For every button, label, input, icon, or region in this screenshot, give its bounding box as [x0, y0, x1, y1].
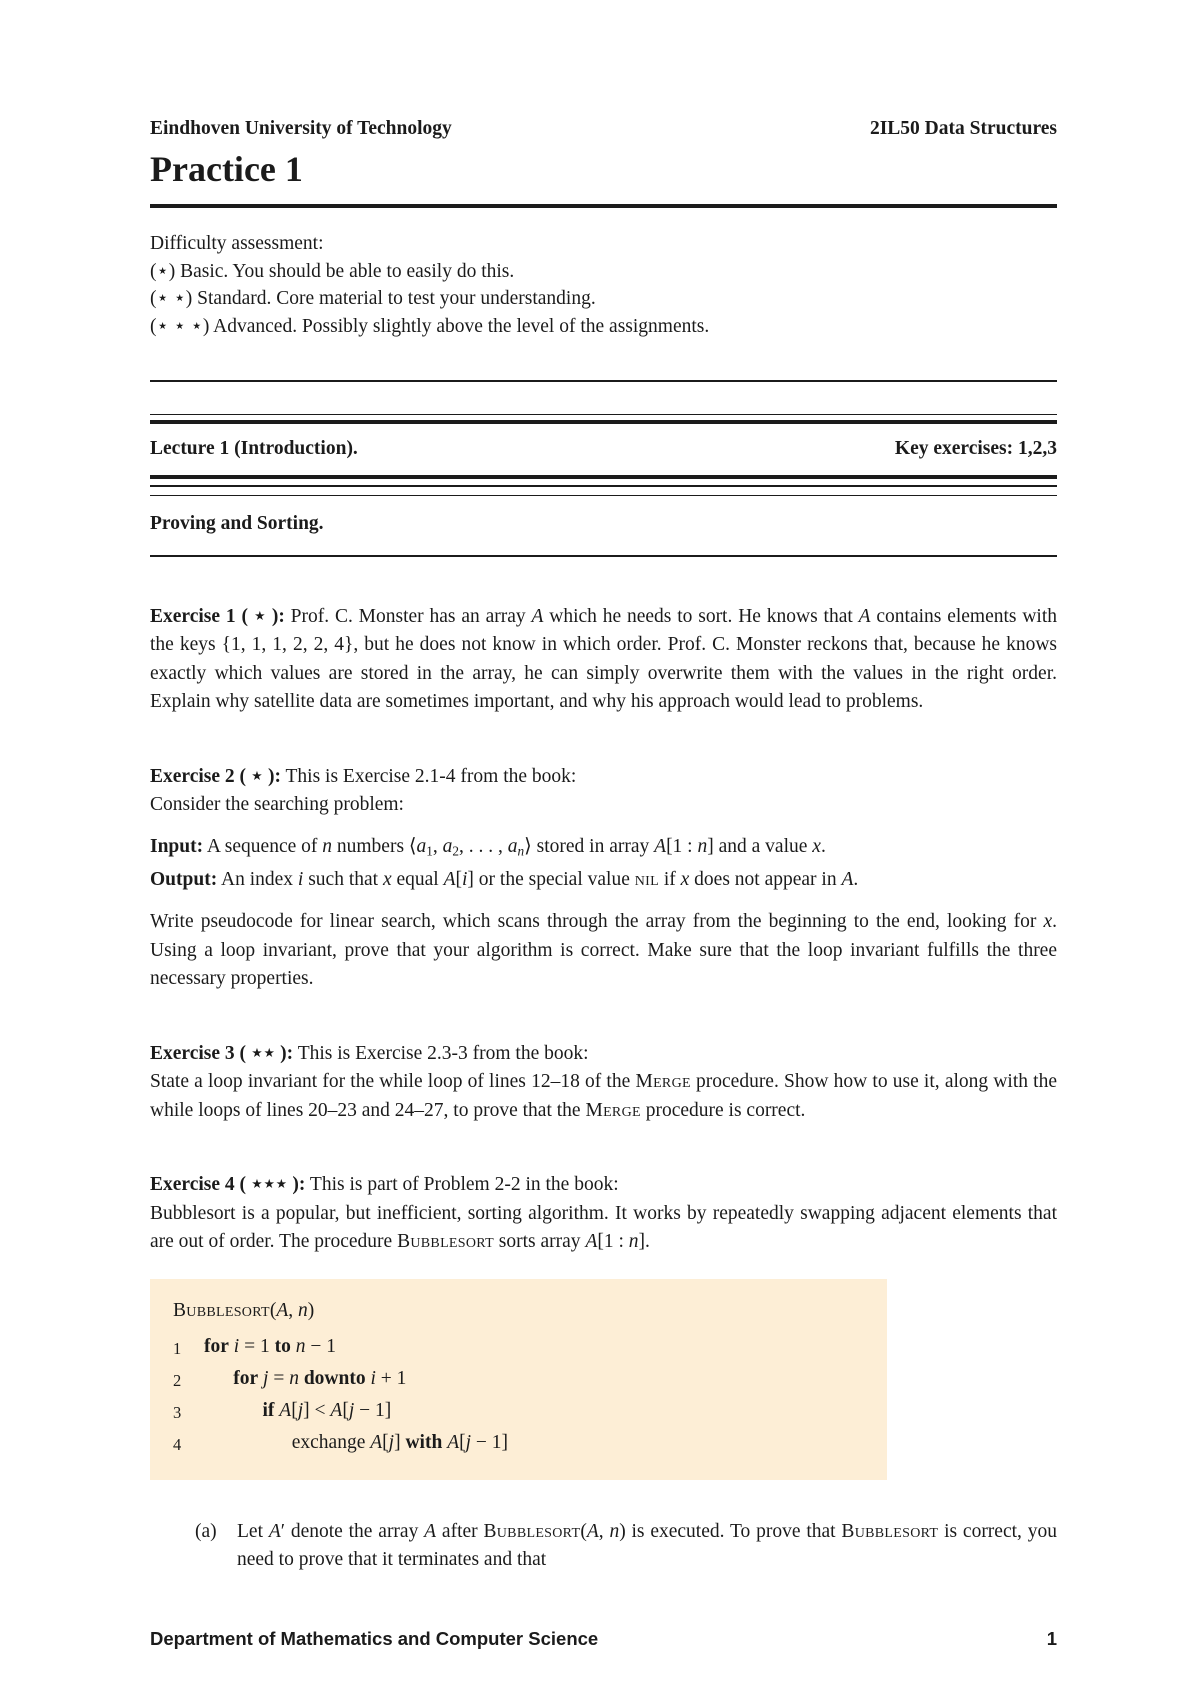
exercise-4-headline	[150, 1171, 1057, 1200]
footer-page-number: 1	[1046, 1628, 1057, 1649]
line-code: if A[j] < A[j − 1]	[262, 1399, 392, 1421]
exercise-2-task-paragraph: Write pseudocode for linear search, which scans through the array from the beginning to the end, looking for x. Using a loop invariant, prove that your algorithm is correct. Make sure that the loop invariant fulfills the three necessary properties.	[150, 911, 1057, 990]
pseudocode-title: Bubblesort(A, n)	[173, 1299, 315, 1321]
lecture-title: Lecture 1 (Introduction).	[150, 438, 358, 460]
line-code: for i = 1 to n − 1	[204, 1335, 336, 1357]
bubblesort-pseudocode-block	[150, 1279, 887, 1480]
difficulty-item-standard: (⋆ ⋆) Standard. Core material to test your understanding.	[150, 288, 596, 309]
line-number: 1	[173, 1338, 182, 1358]
section-heading: Proving and Sorting.	[150, 513, 324, 535]
difficulty-label: Difficulty assessment:	[150, 233, 324, 254]
header-university: Eindhoven University of Technology	[150, 118, 452, 139]
lecture-banner-bottom-thick-rule	[150, 475, 1057, 479]
exercise-3-headline	[150, 1040, 1057, 1069]
line-number: 2	[173, 1370, 182, 1390]
exercise-3-head: Exercise 3 ( ⋆⋆ ):	[150, 1042, 294, 1064]
section-box-top-rule	[150, 495, 1057, 497]
pseudocode-line-4	[173, 1428, 867, 1460]
exercise-2-io-spec	[150, 833, 1057, 894]
footer-department: Department of Mathematics and Computer Science	[150, 1628, 599, 1649]
line-code: for j = n downto i + 1	[233, 1367, 407, 1389]
part-a	[195, 1518, 1057, 1575]
exercise-1-head: Exercise 1 ( ⋆ ):	[150, 605, 285, 627]
lecture-banner-bottom-thin-rule	[150, 485, 1057, 487]
exercise-2-consider-line: Consider the searching problem:	[150, 794, 404, 816]
rule-under-title	[150, 204, 1057, 208]
lecture-banner-top-thin-rule	[150, 414, 1057, 416]
difficulty-assessment	[150, 230, 1057, 340]
exercise-3	[150, 1040, 1057, 1126]
exercise-1-body: Prof. C. Monster has an array A which he needs to sort. He knows that A contains elements with the keys {1, 1, 1, 2, 2, 4}, but he does not know in which order. Prof. C. Monster reckons that, because he knows exactly which values are stored in the array, he can simply overwrite them with the values in the right order. Explain why satellite data are sometimes important, and why his approach would lead to problems.	[150, 605, 1058, 713]
exercise-2-headline	[150, 763, 1057, 792]
line-number: 4	[173, 1434, 182, 1454]
exercise-3-paragraph: State a loop invariant for the while loop of lines 12–18 of the Merge procedure. Show how to use it, along with the while loops of lines 20–23 and 24–27, to prove that the Merge procedure is correct.	[150, 1071, 1057, 1121]
lecture-banner	[150, 435, 1057, 463]
rule-after-difficulty	[150, 380, 1057, 382]
pseudocode-line-2	[173, 1364, 867, 1396]
exercise-4-paragraph: Bubblesort is a popular, but inefficient, sorting algorithm. It works by repeatedly swapping adjacent elements that are out of order. The procedure Bubblesort sorts array A[1 : n].	[150, 1202, 1057, 1253]
exercise-2-intro: This is Exercise 2.1-4 from the book:	[280, 765, 577, 787]
page-title: Practice 1	[150, 149, 303, 189]
header-course: 2IL50 Data Structures	[869, 118, 1057, 139]
line-number: 3	[173, 1402, 182, 1422]
difficulty-item-advanced: (⋆ ⋆ ⋆) Advanced. Possibly slightly above the level of the assignments.	[150, 315, 710, 337]
key-exercises: Key exercises: 1,2,3	[894, 438, 1057, 460]
exercise-4-intro: This is part of Problem 2-2 in the book:	[305, 1174, 619, 1196]
exercise-1	[150, 603, 1057, 717]
exercise-2-head: Exercise 2 ( ⋆ ):	[150, 765, 281, 787]
line-code: exchange A[j] with A[j − 1]	[291, 1431, 509, 1453]
exercise-1-paragraph	[150, 603, 1057, 717]
exercise-2	[150, 763, 1057, 994]
exercise-4-parts	[150, 1518, 1057, 1575]
exercise-4	[150, 1171, 1057, 1257]
pseudocode-line-3	[173, 1396, 867, 1428]
part-a-label: (a)	[195, 1520, 217, 1542]
section-box-bottom-rule	[150, 555, 1057, 557]
exercise-2-output-line: Output: An index i such that x equal A[i] or the special value nil if x does not appear in A.	[150, 868, 859, 890]
page-footer	[150, 1628, 1057, 1650]
difficulty-item-basic: (⋆) Basic. You should be able to easily do this.	[150, 260, 515, 282]
part-a-text: Let A′ denote the array A after Bubblesort(A, n) is executed. To prove that Bubblesort is correct, you need to prove that it terminates and that	[237, 1520, 1057, 1571]
exercise-2-input-line: Input: A sequence of n numbers $⟨a_1$, $a_2$, . . . , $a_n⟩$ stored in array A[1 : n] and a value x.	[150, 835, 826, 859]
page-header	[150, 118, 1057, 140]
exercise-4-head: Exercise 4 ( ⋆⋆⋆ ):	[150, 1174, 306, 1196]
lecture-banner-top-thick-rule	[150, 420, 1057, 424]
pseudocode-line-1	[173, 1332, 867, 1364]
exercise-3-intro: This is Exercise 2.3-3 from the book:	[293, 1042, 589, 1064]
